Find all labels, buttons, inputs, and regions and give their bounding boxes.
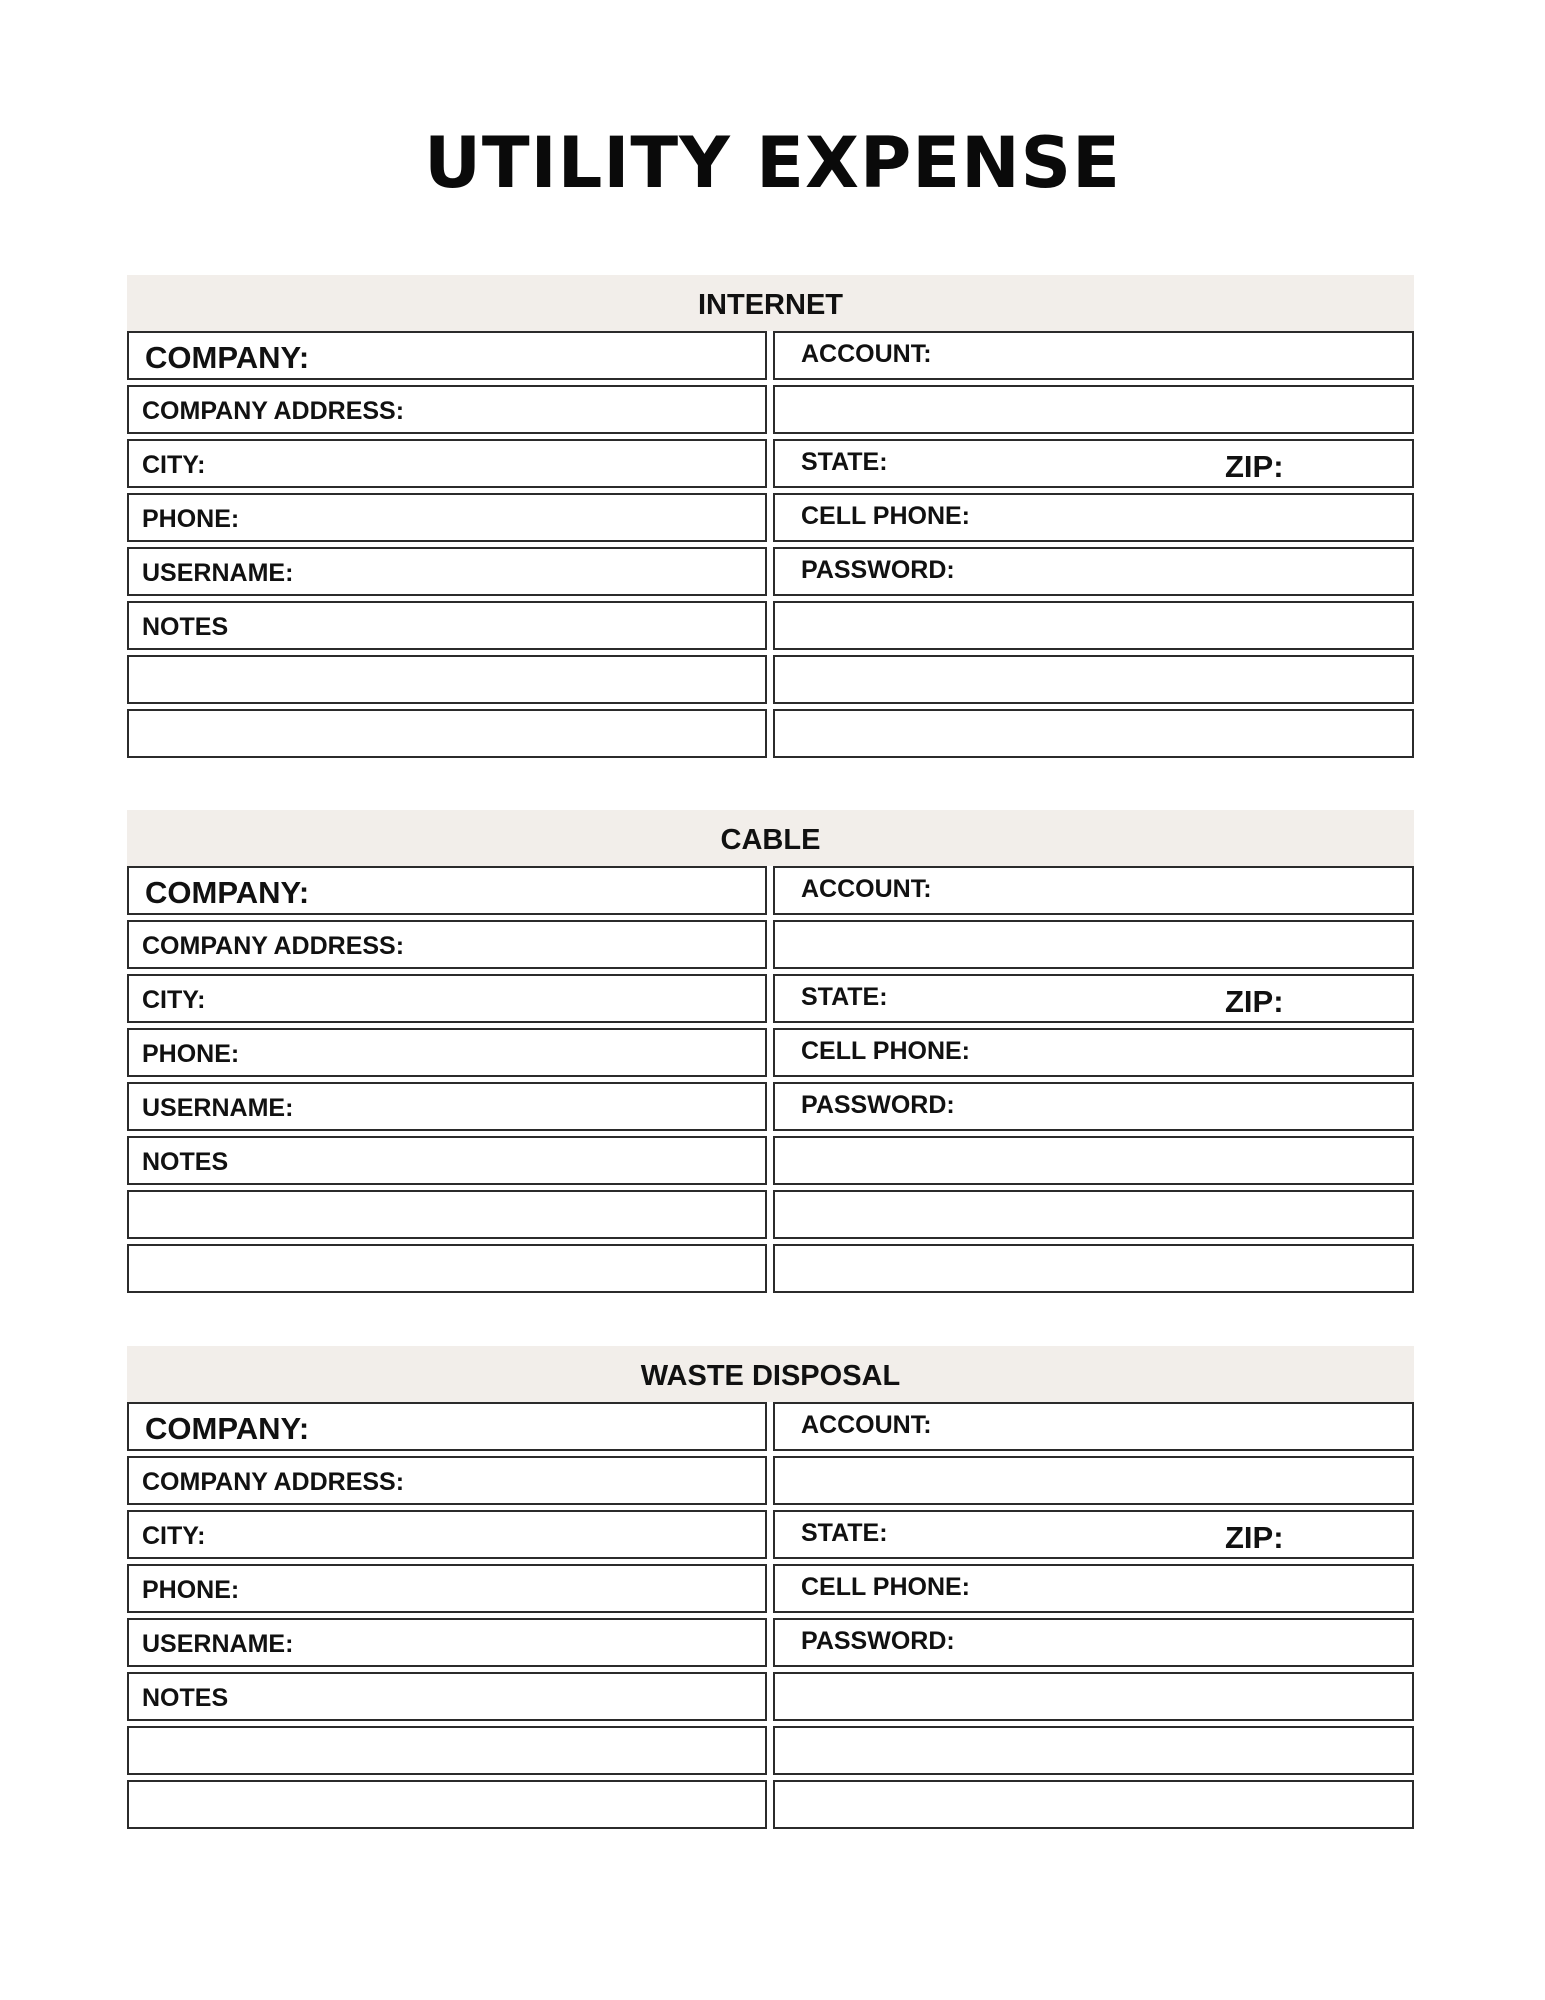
account-label: ACCOUNT: — [801, 340, 932, 368]
state-label: STATE: — [801, 448, 888, 476]
city-label: CITY: — [142, 451, 206, 479]
company-label: COMPANY: — [145, 1411, 310, 1446]
password-label: PASSWORD: — [801, 1091, 955, 1119]
account-field[interactable] — [773, 1402, 1414, 1451]
notes-line[interactable] — [127, 709, 767, 758]
notes-field[interactable] — [127, 601, 767, 650]
account-field[interactable] — [773, 866, 1414, 915]
username-field[interactable] — [127, 1082, 767, 1131]
password-field[interactable] — [773, 1082, 1414, 1131]
zip-label: ZIP: — [1225, 1520, 1284, 1555]
phone-field[interactable] — [127, 1028, 767, 1077]
notes-line[interactable] — [773, 601, 1414, 650]
cell-phone-field[interactable] — [773, 1028, 1414, 1077]
company-address-label: COMPANY ADDRESS: — [142, 1468, 405, 1496]
notes-line[interactable] — [773, 655, 1414, 704]
password-field[interactable] — [773, 547, 1414, 596]
phone-field[interactable] — [127, 493, 767, 542]
account-label: ACCOUNT: — [801, 875, 932, 903]
city-label: CITY: — [142, 986, 206, 1014]
section-internet — [127, 275, 1414, 641]
notes-line[interactable] — [773, 1244, 1414, 1293]
username-label: USERNAME: — [142, 1094, 294, 1122]
company-field[interactable] — [127, 1402, 767, 1451]
phone-label: PHONE: — [142, 1040, 240, 1068]
state-zip-field[interactable] — [773, 439, 1414, 488]
section-header: WASTE DISPOSAL — [127, 1346, 1414, 1402]
company-address-field-cont[interactable] — [773, 1456, 1414, 1505]
zip-label: ZIP: — [1225, 449, 1284, 484]
company-address-field[interactable] — [127, 1456, 767, 1505]
state-label: STATE: — [801, 1519, 888, 1547]
account-label: ACCOUNT: — [801, 1411, 932, 1439]
state-zip-field[interactable] — [773, 974, 1414, 1023]
company-field[interactable] — [127, 866, 767, 915]
password-label: PASSWORD: — [801, 1627, 955, 1655]
username-field[interactable] — [127, 1618, 767, 1667]
section-cable — [127, 810, 1414, 1176]
city-field[interactable] — [127, 974, 767, 1023]
company-address-field[interactable] — [127, 385, 767, 434]
notes-line[interactable] — [127, 1780, 767, 1829]
company-address-field[interactable] — [127, 920, 767, 969]
phone-label: PHONE: — [142, 505, 240, 533]
username-label: USERNAME: — [142, 559, 294, 587]
notes-line[interactable] — [127, 1726, 767, 1775]
notes-line[interactable] — [773, 1726, 1414, 1775]
section-header: INTERNET — [127, 275, 1414, 331]
password-field[interactable] — [773, 1618, 1414, 1667]
cell-phone-label: CELL PHONE: — [801, 1573, 970, 1601]
cell-phone-field[interactable] — [773, 493, 1414, 542]
notes-line[interactable] — [773, 709, 1414, 758]
notes-line[interactable] — [773, 1190, 1414, 1239]
company-label: COMPANY: — [145, 340, 310, 375]
company-address-label: COMPANY ADDRESS: — [142, 932, 405, 960]
notes-line[interactable] — [773, 1672, 1414, 1721]
account-field[interactable] — [773, 331, 1414, 380]
company-address-label: COMPANY ADDRESS: — [142, 397, 405, 425]
username-label: USERNAME: — [142, 1630, 294, 1658]
section-waste-disposal — [127, 1346, 1414, 1712]
cell-phone-label: CELL PHONE: — [801, 502, 970, 530]
notes-line[interactable] — [127, 655, 767, 704]
notes-line[interactable] — [773, 1136, 1414, 1185]
city-field[interactable] — [127, 439, 767, 488]
password-label: PASSWORD: — [801, 556, 955, 584]
notes-line[interactable] — [127, 1190, 767, 1239]
company-label: COMPANY: — [145, 875, 310, 910]
city-field[interactable] — [127, 1510, 767, 1559]
notes-line[interactable] — [127, 1244, 767, 1293]
notes-label: NOTES — [142, 613, 229, 641]
zip-label: ZIP: — [1225, 984, 1284, 1019]
notes-field[interactable] — [127, 1136, 767, 1185]
state-zip-field[interactable] — [773, 1510, 1414, 1559]
state-label: STATE: — [801, 983, 888, 1011]
username-field[interactable] — [127, 547, 767, 596]
notes-line[interactable] — [773, 1780, 1414, 1829]
page-title: UTILITY EXPENSE — [424, 122, 1121, 204]
cell-phone-field[interactable] — [773, 1564, 1414, 1613]
city-label: CITY: — [142, 1522, 206, 1550]
cell-phone-label: CELL PHONE: — [801, 1037, 970, 1065]
company-address-field-cont[interactable] — [773, 920, 1414, 969]
section-header: CABLE — [127, 810, 1414, 866]
notes-label: NOTES — [142, 1148, 229, 1176]
notes-field[interactable] — [127, 1672, 767, 1721]
company-field[interactable] — [127, 331, 767, 380]
notes-label: NOTES — [142, 1684, 229, 1712]
phone-label: PHONE: — [142, 1576, 240, 1604]
company-address-field-cont[interactable] — [773, 385, 1414, 434]
phone-field[interactable] — [127, 1564, 767, 1613]
